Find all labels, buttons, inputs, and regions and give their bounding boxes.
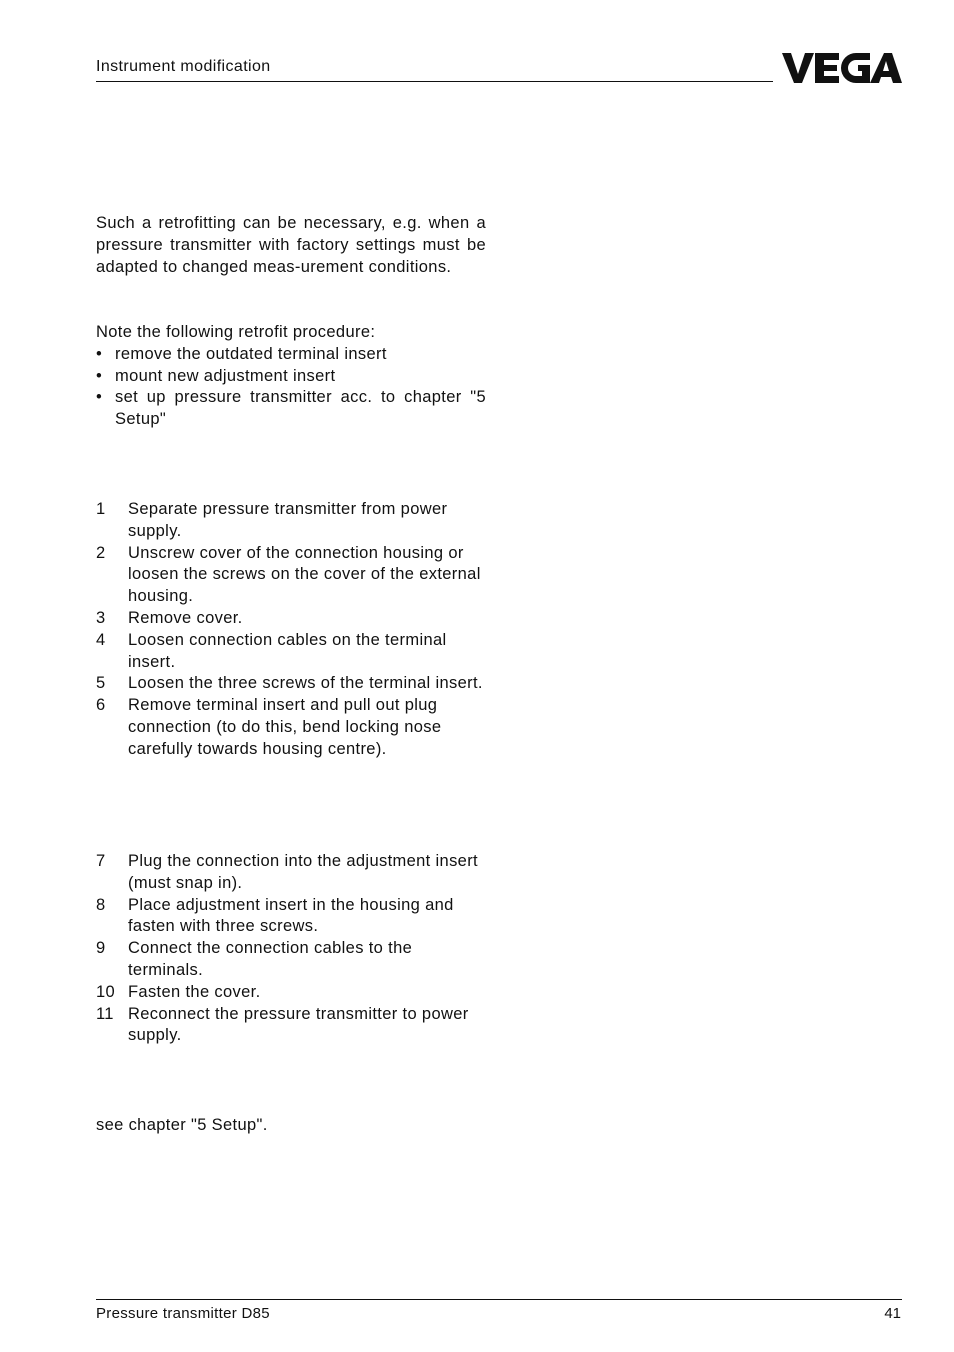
step-item: 4 Loosen connection cables on the terminal insert. (96, 630, 447, 671)
footer-product: Pressure transmitter D85 (96, 1305, 270, 1322)
step-item: 9 Connect the connection cables to the terminals. (96, 939, 413, 979)
step-item: 1 Separate pressure transmitter from power supply. (96, 500, 448, 540)
setup-reference: see chapter "5 Setup". (96, 1116, 268, 1134)
mount-steps (96, 851, 486, 1047)
step-item: 5 Loosen the three screws of the terminal insert. (96, 674, 483, 693)
mount-section (96, 851, 486, 1047)
bullet-icon: • (96, 366, 103, 385)
intro-section (96, 213, 486, 278)
bullet-icon: • (96, 344, 103, 363)
step-item: 8 Place adjustment insert in the housing and fasten with three screws. (96, 895, 454, 936)
section-title: Instrument modification (96, 58, 271, 75)
page-number: 41 (884, 1305, 901, 1322)
footer-divider (96, 1299, 902, 1300)
removal-steps (96, 499, 486, 761)
setup-section (96, 1115, 486, 1137)
bullet-item: • remove the outdated terminal insert (96, 344, 486, 366)
procedure-note: Note the following retrofit procedure: (96, 323, 376, 341)
bullet-icon: • (96, 388, 103, 407)
bullet-item: • set up pressure transmitter acc. to chapter "5 Setup" (96, 388, 486, 429)
intro-paragraph: Such a retrofitting can be necessary, e.g. when a pressure transmitter with factory settings must be adapted to changed meas-urement conditions. (96, 214, 486, 276)
step-item: 7 Plug the connection into the adjustment insert (must snap in). (96, 852, 478, 892)
step-item: 3 Remove cover. (96, 608, 243, 627)
step-item: 2 Unscrew cover of the connection housing or loosen the screws on the cover of the external housing. (96, 543, 481, 606)
header-divider (96, 81, 773, 82)
step-item: 11 Reconnect the pressure transmitter to power supply. (96, 1004, 469, 1045)
step-item: 10 Fasten the cover. (96, 982, 261, 1001)
removal-section (96, 499, 486, 761)
vega-logo (782, 50, 902, 86)
procedure-section (96, 322, 486, 431)
procedure-bullets (96, 344, 486, 431)
bullet-item: • mount new adjustment insert (96, 366, 486, 388)
step-item: 6 Remove terminal insert and pull out plug connection (to do this, bend locking nose carefully towards housing centre). (96, 696, 442, 758)
